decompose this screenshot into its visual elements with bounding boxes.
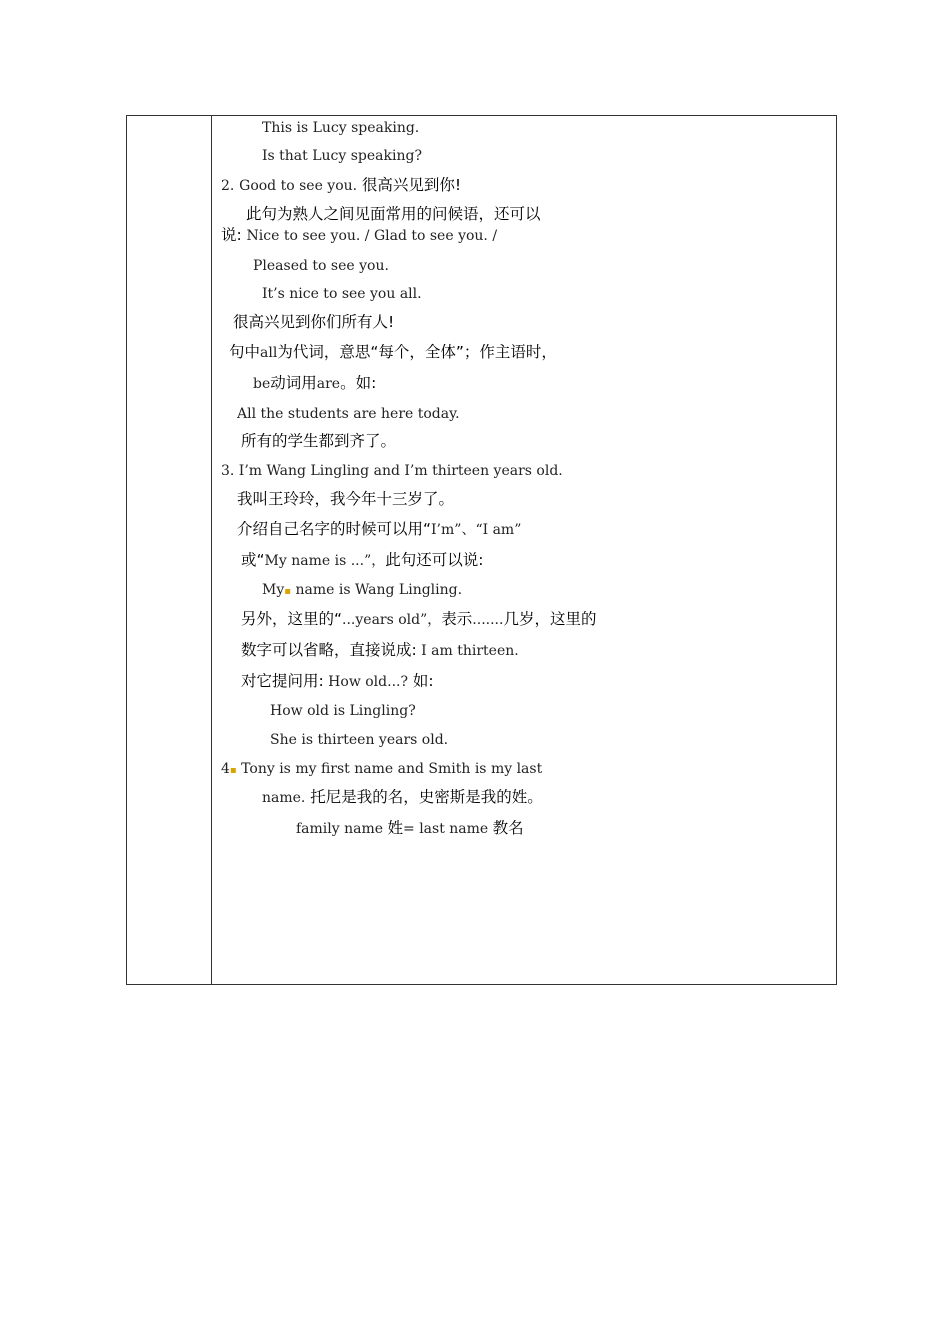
explanation-text: 对它提问用: How old...? 如:: [241, 672, 434, 690]
point-heading-4: 4▪ Tony is my first name and Smith is my last: [221, 761, 543, 777]
explanation-text: 此句为熟人之间见面常用的问候语，还可以: [246, 205, 541, 223]
explanation-text: 说: Nice to see you. / Glad to see you. /: [221, 226, 498, 244]
example-sentence: All the students are here today.: [237, 406, 460, 422]
translation-text: 我叫王玲玲，我今年十三岁了。: [237, 490, 455, 508]
explanation-text: 数字可以省略，直接说成: I am thirteen.: [241, 641, 519, 659]
point-heading-2: 2. Good to see you. 很高兴见到你!: [221, 176, 462, 194]
vocabulary-note: family name 姓= last name 教名: [296, 819, 524, 837]
example-sentence: She is thirteen years old.: [270, 732, 449, 748]
table-left-column: [127, 116, 212, 984]
explanation-text: 或“My name is ...”，此句还可以说:: [241, 551, 484, 569]
example-sentence: My▪ name is Wang Lingling.: [262, 582, 463, 598]
translation-text: name. 托尼是我的名，史密斯是我的姓。: [262, 788, 543, 806]
point-heading-3: 3. I’m Wang Lingling and I’m thirteen years old.: [221, 463, 563, 479]
example-sentence: How old is Lingling?: [270, 703, 416, 719]
example-sentence: It’s nice to see you all.: [262, 286, 422, 302]
example-sentence: Pleased to see you.: [253, 258, 389, 274]
translation-text: 很高兴见到你们所有人!: [233, 313, 395, 331]
explanation-text: 句中all为代词，意思“每个，全体”；作主语时，: [229, 343, 557, 361]
edit-mark-icon: ▪: [284, 586, 292, 597]
explanation-text: 介绍自己名字的时候可以用“I’m”、“I am”: [237, 520, 522, 538]
example-sentence: Is that Lucy speaking?: [262, 148, 422, 164]
explanation-text: 另外，这里的“...years old”，表示.......几岁，这里的: [241, 610, 597, 628]
edit-mark-icon: ▪: [229, 765, 237, 776]
example-sentence: This is Lucy speaking.: [262, 120, 420, 136]
translation-text: 所有的学生都到齐了。: [241, 432, 397, 450]
explanation-text: be动词用are。如:: [253, 374, 377, 392]
